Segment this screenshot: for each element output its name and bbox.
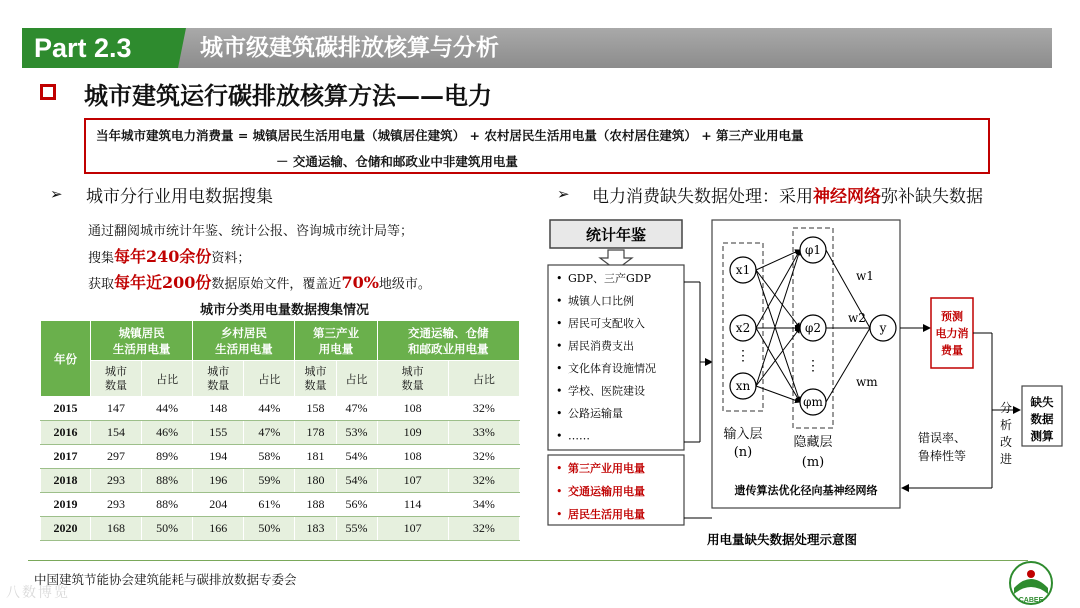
value-cell: 33% xyxy=(448,421,519,445)
table-row xyxy=(41,445,520,469)
right-heading: 电力消费缺失数据处理：采用神经网络弥补缺失数据 xyxy=(592,187,983,207)
ellipsis-icon: ⋮ xyxy=(806,358,820,374)
table-row xyxy=(41,397,520,421)
header-title-bar xyxy=(178,28,1052,68)
value-cell: 32% xyxy=(448,397,519,421)
value-cell: 148 xyxy=(193,397,244,421)
left-text-3: 获取每年近200份数据原始文件，覆盖近70%地级市。 xyxy=(88,273,431,292)
bullet-icon: • xyxy=(556,317,563,330)
footer-divider xyxy=(28,560,1028,561)
output-node-label: y xyxy=(879,321,887,335)
col-header-year: 年份 xyxy=(41,321,91,397)
error-text: 错误率、 xyxy=(918,431,967,445)
left-text-2: 搜集每年240余份资料； xyxy=(88,247,251,266)
arrow-bullet-icon: ➢ xyxy=(50,185,63,203)
analysis-label xyxy=(1000,400,1012,466)
value-cell: 89% xyxy=(142,445,193,469)
weight-label: w1 xyxy=(856,269,874,283)
value-cell: 183 xyxy=(295,517,336,541)
col-header-group: 第三产业 用电量 xyxy=(295,321,377,361)
neural-network-diagram xyxy=(540,210,1070,555)
value-cell: 181 xyxy=(295,445,336,469)
value-cell: 55% xyxy=(336,517,377,541)
section-bullet-icon xyxy=(40,84,56,100)
ga-label: 遗传算法优化径向基神经网络 xyxy=(734,484,878,497)
value-cell: 204 xyxy=(193,493,244,517)
value-cell: 188 xyxy=(295,493,336,517)
weight-label: wm xyxy=(856,375,878,389)
table-row xyxy=(41,493,520,517)
predict-text: 电力消 xyxy=(935,327,969,340)
target-item: 居民生活用电量 xyxy=(568,508,645,521)
table-row xyxy=(41,469,520,493)
analysis-text: 改 xyxy=(999,435,1013,449)
table-title: 城市分类用电量数据搜集情况 xyxy=(200,303,370,318)
diagram-caption: 用电量缺失数据处理示意图 xyxy=(706,532,858,547)
value-cell: 297 xyxy=(91,445,142,469)
predict-text: 费量 xyxy=(941,344,963,357)
input-layer-n: (n) xyxy=(733,445,753,460)
value-cell: 107 xyxy=(377,517,448,541)
col-header-group: 交通运输、仓储 和邮政业用电量 xyxy=(377,321,519,361)
hidden-node-label: φ2 xyxy=(804,321,822,335)
input-item: …… xyxy=(568,429,590,443)
sub-header-ratio: 占比 xyxy=(448,361,519,397)
left-heading: 城市分行业用电数据搜集 xyxy=(86,187,273,207)
formula-line-2: － 交通运输、仓储和邮政业中非建筑用电量 xyxy=(276,154,518,169)
input-node-label: x2 xyxy=(735,321,751,335)
value-cell: 114 xyxy=(377,493,448,517)
sub-header-ratio: 占比 xyxy=(244,361,295,397)
input-node-label: x1 xyxy=(735,263,751,277)
value-cell: 53% xyxy=(336,421,377,445)
value-cell: 50% xyxy=(142,517,193,541)
value-cell: 154 xyxy=(91,421,142,445)
missing-text: 测算 xyxy=(1030,429,1054,443)
value-cell: 178 xyxy=(295,421,336,445)
target-item: 交通运输用电量 xyxy=(568,485,645,498)
value-cell: 47% xyxy=(244,421,295,445)
bullet-icon: • xyxy=(556,485,563,498)
target-list xyxy=(556,461,645,521)
formula-box xyxy=(84,118,990,174)
highlight-70: 70% xyxy=(341,273,379,292)
value-cell: 180 xyxy=(295,469,336,493)
bullet-icon: • xyxy=(556,272,563,285)
section-title: 城市建筑运行碳排放核算方法——电力 xyxy=(84,81,492,110)
highlight-neural-network: 神经网络 xyxy=(813,187,881,207)
input-item: 居民消费支出 xyxy=(568,339,634,353)
col-header-group: 乡村居民 生活用电量 xyxy=(193,321,295,361)
bullet-icon: • xyxy=(556,462,563,475)
value-cell: 147 xyxy=(91,397,142,421)
value-cell: 108 xyxy=(377,397,448,421)
value-cell: 293 xyxy=(91,493,142,517)
value-cell: 54% xyxy=(336,445,377,469)
bullet-icon: • xyxy=(556,429,563,443)
bullet-icon: • xyxy=(556,339,563,353)
svg-text:CABEE: CABEE xyxy=(1018,597,1044,604)
bullet-icon: • xyxy=(556,407,563,420)
yearbook-label: 统计年鉴 xyxy=(585,226,647,244)
data-table xyxy=(40,320,520,541)
value-cell: 293 xyxy=(91,469,142,493)
year-cell: 2019 xyxy=(41,493,91,517)
value-cell: 46% xyxy=(142,421,193,445)
missing-text: 数据 xyxy=(1030,412,1054,426)
year-cell: 2020 xyxy=(41,517,91,541)
hidden-node-label: φm xyxy=(803,395,823,409)
value-cell: 44% xyxy=(244,397,295,421)
year-cell: 2016 xyxy=(41,421,91,445)
value-cell: 196 xyxy=(193,469,244,493)
bullet-icon: • xyxy=(556,294,563,308)
value-cell: 32% xyxy=(448,517,519,541)
year-cell: 2015 xyxy=(41,397,91,421)
hidden-layer-m: (m) xyxy=(801,455,825,470)
footer-org: 中国建筑节能协会建筑能耗与碳排放数据专委会 xyxy=(34,572,297,587)
value-cell: 194 xyxy=(193,445,244,469)
input-item: 城镇人口比例 xyxy=(568,294,634,308)
value-cell: 58% xyxy=(244,445,295,469)
sub-header-count: 城市 数量 xyxy=(193,361,244,397)
header-title: 城市级建筑碳排放核算与分析 xyxy=(200,35,499,61)
cabee-logo-icon xyxy=(1008,560,1054,606)
analysis-text: 分 xyxy=(999,401,1013,415)
bullet-icon: • xyxy=(556,508,563,521)
value-cell: 168 xyxy=(91,517,142,541)
year-cell: 2017 xyxy=(41,445,91,469)
missing-label xyxy=(1031,395,1054,443)
hidden-layer-label: 隐藏层 xyxy=(793,435,833,450)
input-item: GDP、三产GDP xyxy=(568,272,652,285)
ellipsis-icon: ⋮ xyxy=(736,348,750,364)
input-layer-label: 输入层 xyxy=(723,427,763,442)
sub-header-ratio: 占比 xyxy=(142,361,193,397)
watermark: 八数博览 xyxy=(6,585,70,601)
input-item: 学校、医院建设 xyxy=(568,384,645,398)
value-cell: 47% xyxy=(336,397,377,421)
table-row xyxy=(41,421,520,445)
input-item: 文化体育设施情况 xyxy=(568,362,656,375)
value-cell: 44% xyxy=(142,397,193,421)
sub-header-ratio: 占比 xyxy=(336,361,377,397)
header-part-label: Part 2.3 xyxy=(22,28,178,68)
value-cell: 155 xyxy=(193,421,244,445)
arrow-bullet-icon: ➢ xyxy=(557,185,570,203)
sub-header-count: 城市 数量 xyxy=(91,361,142,397)
bullet-icon: • xyxy=(556,384,563,398)
analysis-text: 析 xyxy=(999,418,1013,432)
value-cell: 61% xyxy=(244,493,295,517)
missing-text: 缺失 xyxy=(1030,395,1054,409)
input-node-label: xn xyxy=(735,379,751,393)
value-cell: 32% xyxy=(448,445,519,469)
hidden-node-label: φ1 xyxy=(804,243,822,257)
value-cell: 50% xyxy=(244,517,295,541)
error-label xyxy=(918,430,966,463)
highlight-240: 每年240余份 xyxy=(114,247,212,266)
table-row xyxy=(41,517,520,541)
value-cell: 34% xyxy=(448,493,519,517)
sub-header-count: 城市 数量 xyxy=(295,361,336,397)
value-cell: 109 xyxy=(377,421,448,445)
weight-label: w2 xyxy=(848,311,866,325)
value-cell: 88% xyxy=(142,493,193,517)
table-body xyxy=(41,397,520,541)
predict-text: 预测 xyxy=(941,310,963,323)
value-cell: 54% xyxy=(336,469,377,493)
value-cell: 108 xyxy=(377,445,448,469)
value-cell: 88% xyxy=(142,469,193,493)
value-cell: 158 xyxy=(295,397,336,421)
value-cell: 56% xyxy=(336,493,377,517)
error-text: 鲁棒性等 xyxy=(918,449,967,463)
input-item: 公路运输量 xyxy=(568,407,623,420)
value-cell: 166 xyxy=(193,517,244,541)
sub-header-count: 城市 数量 xyxy=(377,361,448,397)
inputs-box xyxy=(548,265,684,450)
analysis-text: 进 xyxy=(999,452,1013,466)
value-cell: 59% xyxy=(244,469,295,493)
target-item: 第三产业用电量 xyxy=(568,462,645,475)
value-cell: 32% xyxy=(448,469,519,493)
input-item: 居民可支配收入 xyxy=(568,317,645,330)
value-cell: 107 xyxy=(377,469,448,493)
formula-line-1: 当年城市建筑电力消费量 = 城镇居民生活用电量（城镇居住建筑） + 农村居民生活用电量（农村居住建筑） + 第三产业用电量 xyxy=(96,128,804,143)
year-cell: 2018 xyxy=(41,469,91,493)
left-text-1: 通过翻阅城市统计年鉴、统计公报、咨询城市统计局等； xyxy=(88,224,414,239)
highlight-200: 每年近200份 xyxy=(114,273,212,292)
col-header-group: 城镇居民 生活用电量 xyxy=(91,321,193,361)
bullet-icon: • xyxy=(556,362,563,375)
